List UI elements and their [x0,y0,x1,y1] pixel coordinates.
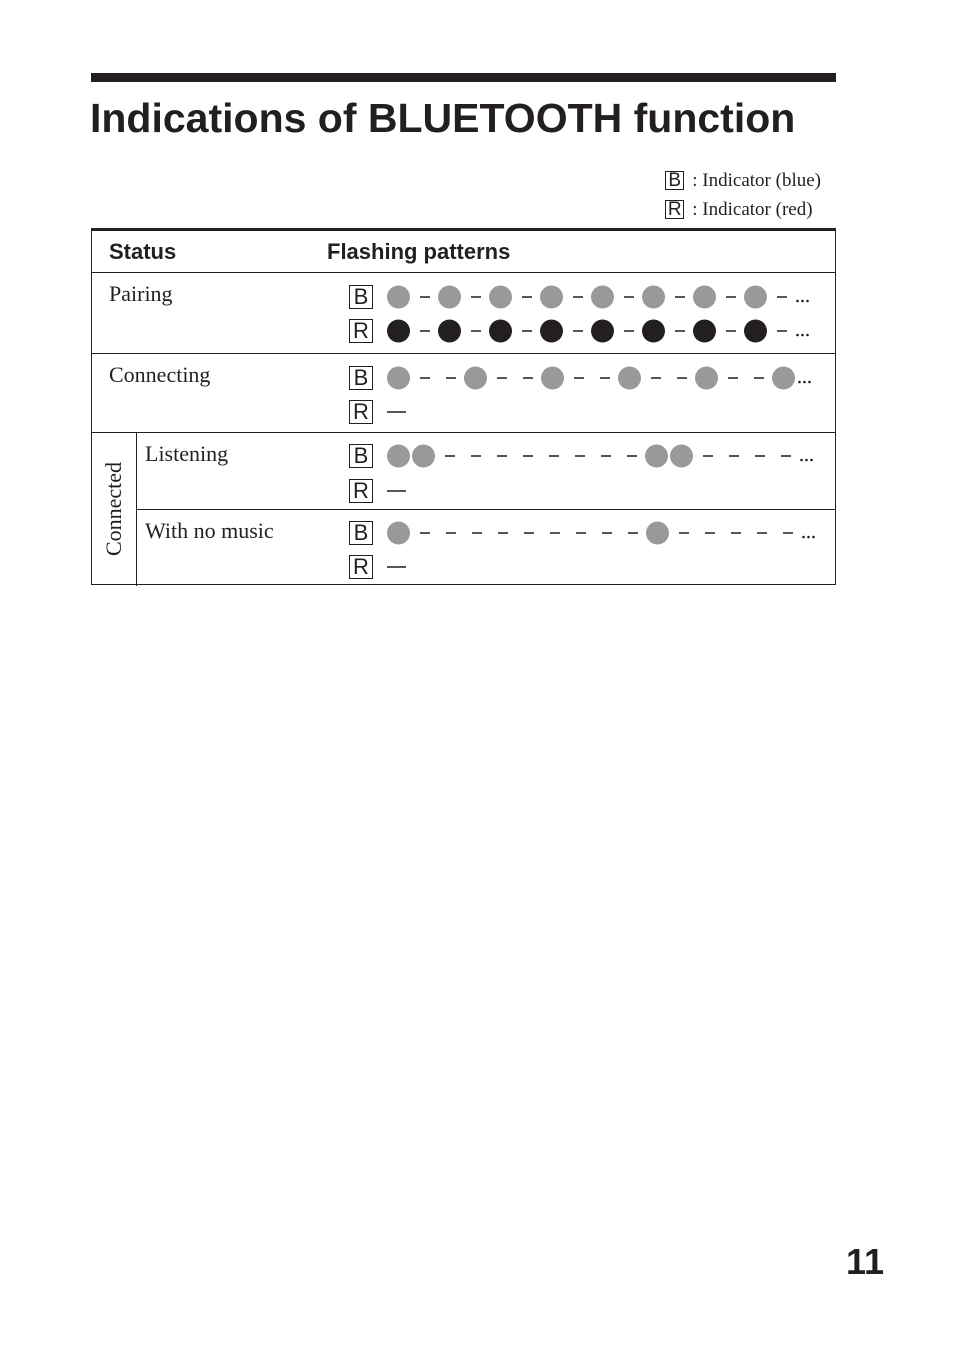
gap-dash [573,330,583,332]
gap-dash [524,532,534,534]
red-indicator-key: R [349,319,373,343]
flash-dot [670,445,693,468]
flash-dot [438,286,461,309]
continuation-dot [796,334,799,337]
blue-indicator-key: B [349,521,373,545]
patterns-header: Flashing patterns [327,239,511,264]
continuation-dot [812,536,815,539]
continuation-dot [810,459,813,462]
flash-sequence [387,520,827,546]
gap-dash [420,296,430,298]
flash-sequence [387,554,827,580]
flash-dot [540,320,563,343]
gap-dash [575,455,585,457]
red-indicator-key: R [349,479,373,503]
pattern-connecting-blue [349,365,824,389]
flash-dot [693,286,716,309]
gap-dash [471,296,481,298]
flash-dot [489,320,512,343]
flash-dot [464,367,487,390]
continuation-dot [806,300,809,303]
status-listening: Listening [145,441,229,466]
gap-dash [679,532,689,534]
gap-dash [601,455,611,457]
gap-dash [777,330,787,332]
legend-blue [665,166,821,195]
flash-dot [387,367,410,390]
gap-dash [754,377,764,379]
gap-dash [498,532,508,534]
table-group-connected [92,433,835,586]
page-title: Indications of BLUETOOTH function [90,95,796,141]
blue-indicator-key: B [665,171,684,190]
blue-indicator-key: B [349,366,373,390]
flash-dot [646,522,669,545]
flash-dot [744,320,767,343]
gap-dash [675,330,685,332]
flash-dot [387,320,410,343]
connected-group-cell [92,433,137,586]
gap-dash [627,455,637,457]
continuation-dot [807,536,810,539]
gap-dash [624,296,634,298]
pattern-pairing-red [349,318,824,342]
status-connecting: Connecting [109,362,211,387]
flash-dot [387,286,410,309]
continuation-dot [801,334,804,337]
table-header [92,231,835,273]
continuation-dot [808,381,811,384]
gap-dash [446,532,456,534]
gap-dash [549,455,559,457]
flash-sequence [387,284,827,310]
status-pairing: Pairing [109,281,173,306]
flashing-patterns-table [91,228,836,585]
connected-group-label: Connected [101,461,126,557]
page-number: 11 [845,1241,884,1282]
gap-dash [574,377,584,379]
legend-blue-text: : Indicator (blue) [692,169,821,191]
gap-dash [576,532,586,534]
blue-indicator-key: B [349,285,373,309]
gap-dash [731,532,741,534]
flash-sequence [387,399,827,425]
flash-dot [744,286,767,309]
status-header: Status [109,239,177,264]
gap-dash [777,296,787,298]
gap-dash [420,532,430,534]
gap-dash [757,532,767,534]
gap-dash [781,455,791,457]
flash-dot [387,522,410,545]
gap-dash [677,377,687,379]
continuation-dot [796,300,799,303]
table-row-pairing [92,273,835,354]
flash-sequence [387,318,827,344]
table-row-connecting [92,354,835,433]
flash-sequence [387,365,827,391]
gap-dash [651,377,661,379]
continuation-dot [800,459,803,462]
indicator-legend [665,166,821,224]
gap-dash [472,532,482,534]
flash-dot [541,367,564,390]
flash-dot [489,286,512,309]
flash-dot [645,445,668,468]
flash-dot [387,445,410,468]
red-indicator-key: R [349,555,373,579]
continuation-dot [803,381,806,384]
pattern-pairing-blue [349,284,824,308]
gap-dash [497,455,507,457]
gap-dash [522,296,532,298]
continuation-dot [806,334,809,337]
gap-dash [703,455,713,457]
steady-off-bar [387,490,406,492]
flash-dot [693,320,716,343]
gap-dash [471,330,481,332]
pattern-nomusic-red [349,554,824,578]
table-row-with-no-music [137,510,835,586]
gap-dash [523,377,533,379]
flash-dot [695,367,718,390]
continuation-dot [805,459,808,462]
red-indicator-key: R [665,200,684,219]
flash-dot [642,286,665,309]
flash-dot [618,367,641,390]
top-rule [91,73,836,82]
flash-dot [412,445,435,468]
continuation-dot [802,536,805,539]
legend-red [665,195,821,224]
flash-dot [540,286,563,309]
table-row-listening [137,433,835,510]
gap-dash [755,455,765,457]
flash-dot [772,367,795,390]
red-indicator-key: R [349,400,373,424]
gap-dash [497,377,507,379]
gap-dash [624,330,634,332]
flash-dot [438,320,461,343]
gap-dash [726,330,736,332]
gap-dash [522,330,532,332]
pattern-listening-red [349,478,824,502]
gap-dash [602,532,612,534]
blue-indicator-key: B [349,444,373,468]
flash-sequence [387,443,827,469]
flash-dot [642,320,665,343]
gap-dash [573,296,583,298]
pattern-listening-blue [349,443,824,467]
gap-dash [600,377,610,379]
legend-red-text: : Indicator (red) [692,198,813,220]
gap-dash [420,377,430,379]
steady-off-bar [387,566,406,568]
gap-dash [728,377,738,379]
gap-dash [523,455,533,457]
flash-dot [591,320,614,343]
gap-dash [729,455,739,457]
continuation-dot [801,300,804,303]
flash-dot [591,286,614,309]
gap-dash [705,532,715,534]
gap-dash [420,330,430,332]
gap-dash [550,532,560,534]
gap-dash [726,296,736,298]
gap-dash [445,455,455,457]
pattern-nomusic-blue [349,520,824,544]
flash-sequence [387,478,827,504]
gap-dash [675,296,685,298]
gap-dash [628,532,638,534]
pattern-connecting-red [349,399,824,423]
gap-dash [471,455,481,457]
gap-dash [446,377,456,379]
steady-off-bar [387,411,406,413]
continuation-dot [798,381,801,384]
gap-dash [783,532,793,534]
status-with-no-music: With no music [145,518,274,543]
